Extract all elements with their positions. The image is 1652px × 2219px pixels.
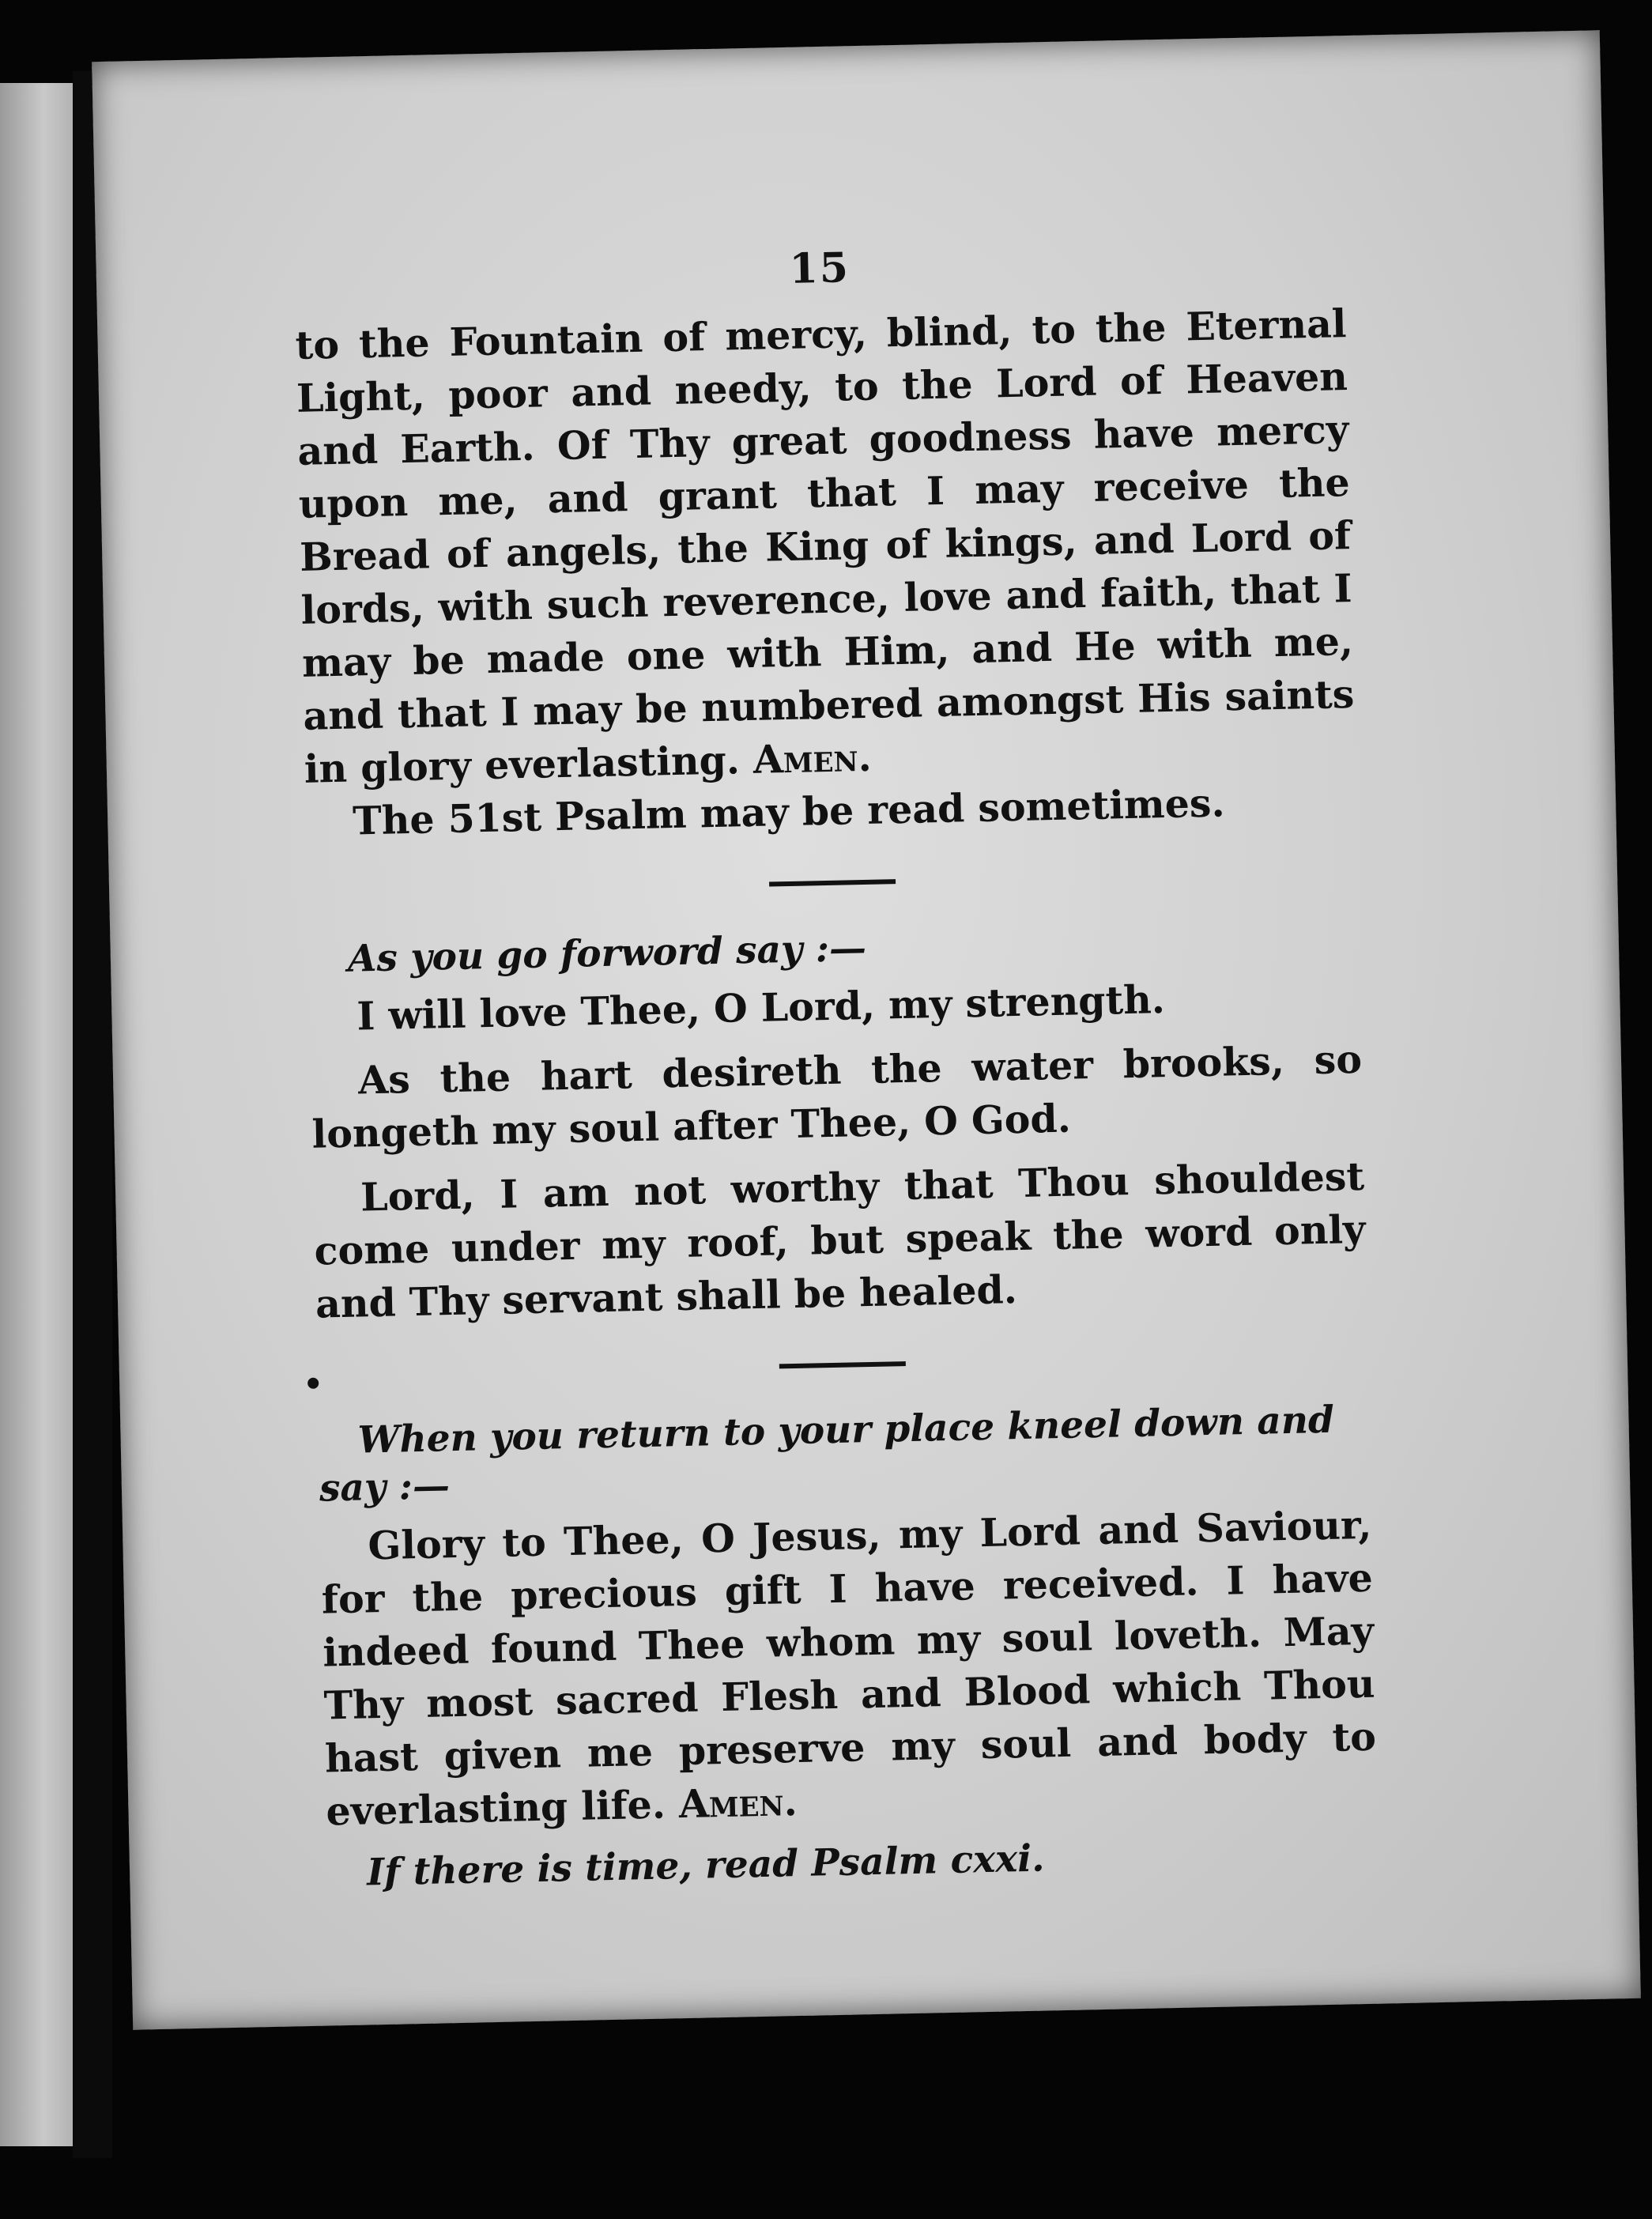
prayer-text: to the Fountain of mercy, blind, to the Eternal Light, poor and needy, to the Lord of Heaven and Earth. Of Thy great goodness have mercy upon me, and grant that I may receive the Bread of angels, the King of kings, and Lord of lords, with such reverence, love and faith, that I may be made one with Him, and He with me, and that I may be numbered amongst His saints in glory everlasting.: [295, 300, 1355, 792]
thanksgiving-paragraph: [320, 1499, 1378, 1839]
verse-not-worthy: Lord, I am not worthy that Thou shouldest come under my roof, but speak the word only and Thy servant shall be healed.: [314, 1153, 1367, 1327]
prayer-paragraph: [295, 297, 1356, 796]
section-divider: [769, 879, 896, 886]
rubric-return: When you return to your place kneel down and say :—: [319, 1398, 1335, 1511]
verse-love-thee: I will love Thee, O Lord, my strength.: [356, 976, 1166, 1040]
amen-word: Amen.: [678, 1779, 798, 1828]
thanksgiving-text: Glory to Thee, O Jesus, my Lord and Saviour, for the precious gift I have received. I have indeed found Thee whom my soul loveth. May Thy most sacred Flesh and Blood which Thou hast given me preserve my soul and body to everlasting life.: [321, 1501, 1377, 1835]
facing-page-edge: [0, 83, 73, 2146]
rubric-go-forward: As you go forword say :—: [347, 926, 867, 981]
section-divider: [779, 1361, 906, 1368]
rubric-psalm: If there is time, read Psalm cxxi.: [366, 1836, 1045, 1895]
psalm-note: The 51st Psalm may be read sometimes.: [352, 779, 1226, 844]
book-page: [92, 30, 1641, 2029]
page-text-block: [293, 233, 1379, 1904]
verse-hart: As the hart desireth the water brooks, so longeth my soul after Thee, O God.: [311, 1036, 1363, 1157]
amen-word: Amen.: [752, 734, 873, 783]
page-number: 15: [788, 243, 851, 293]
